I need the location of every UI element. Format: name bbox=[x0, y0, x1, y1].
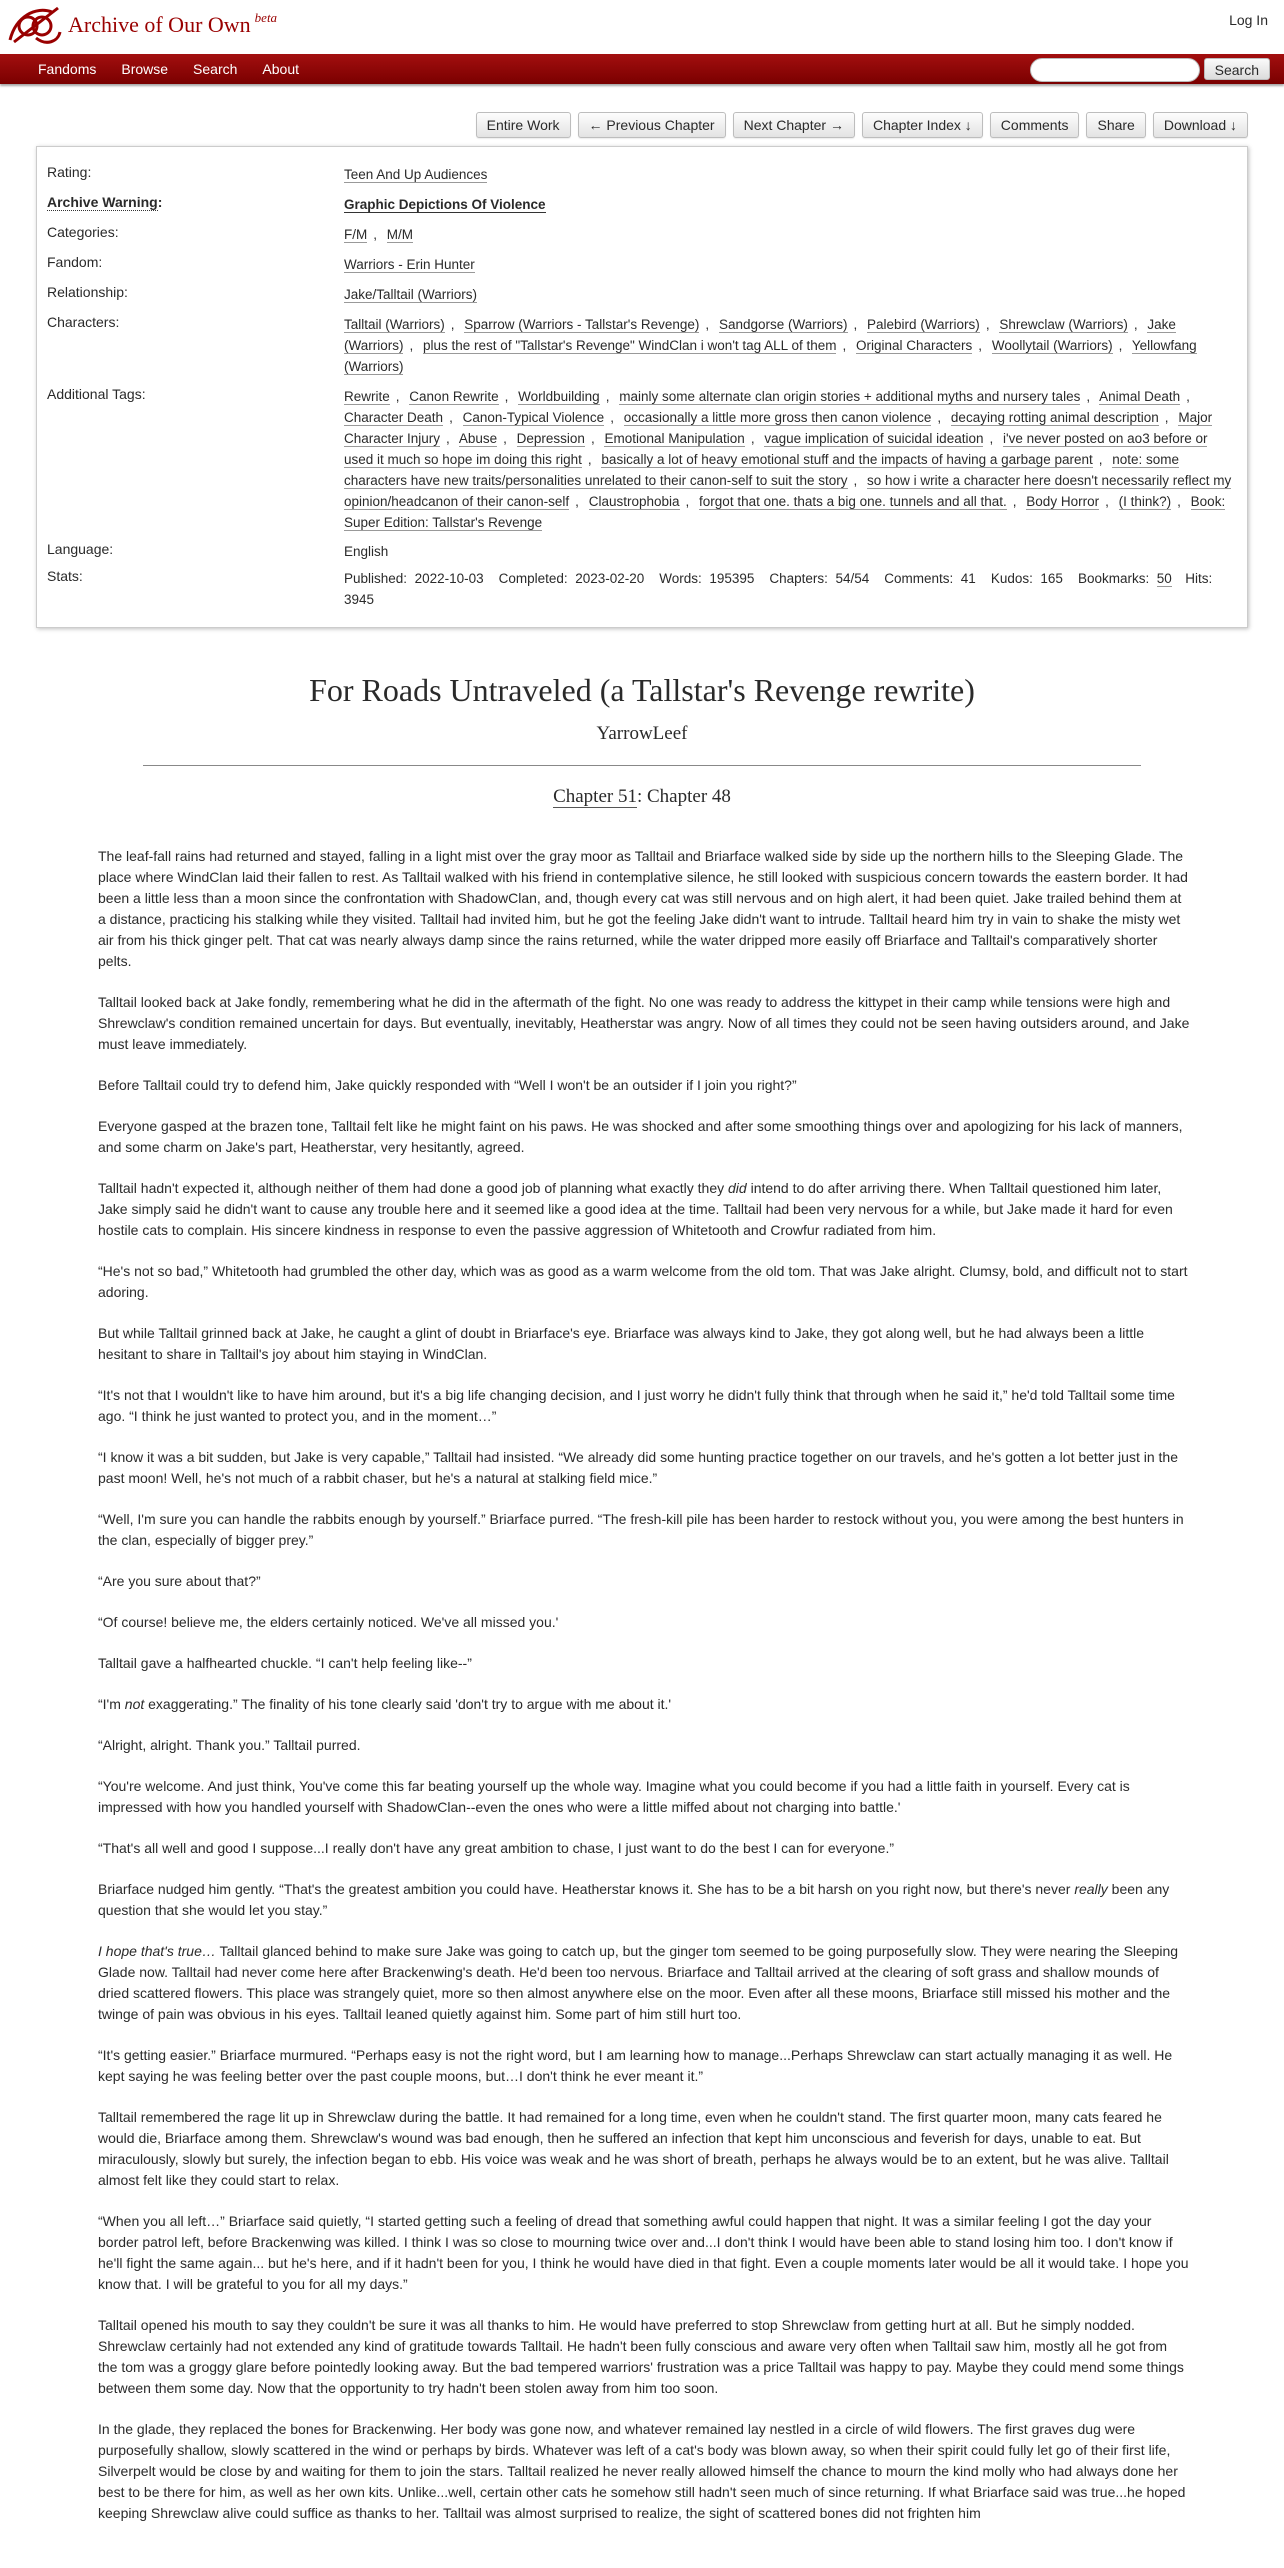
freeform-tag[interactable]: decaying rotting animal description bbox=[950, 410, 1159, 425]
freeform-tag[interactable]: forgot that one. thats a big one. tunnels and all that. bbox=[699, 494, 1007, 509]
ao3-logo-icon bbox=[6, 2, 64, 48]
comments-button[interactable]: Comments bbox=[990, 112, 1080, 138]
kudos-value: 165 bbox=[1040, 571, 1063, 586]
character-tag[interactable]: Shrewclaw (Warriors) bbox=[999, 317, 1128, 332]
tag-separator: , bbox=[853, 473, 858, 488]
tag-separator: , bbox=[504, 389, 509, 404]
relationship-label: Relationship: bbox=[47, 284, 128, 300]
search-input[interactable] bbox=[1030, 58, 1200, 82]
tag-separator: , bbox=[590, 431, 595, 446]
story-paragraph: “It's not that I wouldn't like to have him around, but it's a big life changing decision, and I just worry he didn't fully think that through when he said it,” he'd told Talltail some time ago. “I think he just wanted to protect you, and in the moment…” bbox=[98, 1387, 1175, 1424]
character-tag[interactable]: Woollytail (Warriors) bbox=[991, 338, 1113, 353]
story-paragraph: But while Talltail grinned back at Jake, he caught a glint of doubt in Briarface's eye. Briarface was always kind to Jake, they got along well, but he had always been a little hesitant to share in Talltail's joy about him staying in WindClan. bbox=[98, 1325, 1145, 1362]
words-label: Words: bbox=[659, 571, 702, 586]
story-paragraph: “It's getting easier.” Briarface murmured. “Perhaps easy is not the right word, but I am learning how to manage...Perhaps Shrewclaw can start actually managing it as well. He kept saying he was feeling better over the past couple moons, but…I don't think he ever meant it.” bbox=[98, 2047, 1173, 2084]
tag-separator: , bbox=[610, 410, 614, 425]
relationship-tag[interactable]: Jake/Talltail (Warriors) bbox=[344, 287, 478, 302]
nav-about[interactable]: About bbox=[262, 61, 299, 77]
tag-separator: , bbox=[1105, 494, 1109, 509]
categories-label: Categories: bbox=[47, 224, 119, 240]
freeform-tag[interactable]: basically a lot of heavy emotional stuff and the impacts of having a garbage parent bbox=[601, 452, 1093, 467]
story-paragraph: “When you all left…” Briarface said quietly, “I started getting such a feeling of dread that something awful could happen that night. It was a similar feeling I got the day your border patrol left, before Brackenwing was killed. I think I was so close to mourning twice over and...I don't think I would have been able to stand losing him too. I don't know if he'll fight the same again... but he's here, and if it hadn't been for you, I think he would have died in that fight. Even a couple moments later would be all it would take. I hope you know that. I will be grateful to you for all my days.” bbox=[98, 2213, 1189, 2292]
freeform-tag[interactable]: vague implication of suicidal ideation bbox=[764, 431, 984, 446]
site-title[interactable]: Archive of Our Own bbox=[68, 12, 251, 37]
freeform-tag[interactable]: Major Character Injury bbox=[344, 410, 1213, 446]
warning-label-colon: : bbox=[157, 194, 163, 210]
kudos-label: Kudos: bbox=[990, 571, 1033, 586]
warning-label bbox=[47, 194, 162, 210]
freeform-tag[interactable]: note: some characters have new traits/personalities unrelated to their canon-self to suit the story bbox=[344, 452, 1180, 488]
primary-nav bbox=[0, 54, 1284, 84]
story-paragraph: “I know it was a bit sudden, but Jake is very capable,” Talltail had insisted. “We already did some hunting practice together on our travels, and he's gotten a lot better just in the past moon! Well, he's not much of a rabbit chaser, but he's a natural at stalking field mice.” bbox=[98, 1449, 1178, 1486]
freeform-tag[interactable]: Canon-Typical Violence bbox=[462, 410, 605, 425]
freeform-tag[interactable]: Claustrophobia bbox=[588, 494, 680, 509]
next-chapter-button[interactable]: Next Chapter → bbox=[733, 112, 855, 138]
tag-separator: , bbox=[853, 317, 858, 332]
tag-separator: , bbox=[705, 317, 710, 332]
rating-label: Rating: bbox=[47, 164, 92, 180]
tag-separator: , bbox=[1177, 494, 1181, 509]
story-paragraph: “Of course! believe me, the elders certainly noticed. We've all missed you.' bbox=[98, 1614, 559, 1630]
work-author bbox=[0, 723, 1284, 745]
completed-value: 2023-02-20 bbox=[575, 571, 645, 586]
freeform-tag[interactable]: Worldbuilding bbox=[518, 389, 600, 404]
additional-tags-list bbox=[344, 386, 1232, 533]
language-label: Language: bbox=[47, 541, 114, 557]
story-paragraph: Talltail opened his mouth to say they couldn't be sure it was all thanks to him. He would have preferred to stop Shrewclaw from getting hurt at all. But he simply nodded. Shrewclaw certainly had not extended any kind of gratitude towards Talltail. He hadn't been fully conscious and aware very often when Talltail saw him, mostly all he got from the tom was a groggy glare before pointedly looking away. But the bad tempered warriors' frustration was a price Talltail was happy to pay. Maybe they could mend some things between them some day. Now that the opportunity to try hadn't been stolen away from him too soon. bbox=[98, 2317, 1184, 2396]
comments-value: 41 bbox=[960, 571, 976, 586]
tag-separator: , bbox=[450, 317, 455, 332]
tag-separator: , bbox=[1133, 317, 1138, 332]
characters-list bbox=[344, 314, 1232, 377]
tag-separator: , bbox=[685, 494, 690, 509]
freeform-tag[interactable]: occasionally a little more gross then canon violence bbox=[623, 410, 932, 425]
work-title: For Roads Untraveled (a Tallstar's Revenge rewrite) bbox=[309, 672, 975, 708]
freeform-tag[interactable]: Depression bbox=[516, 431, 585, 446]
tag-separator: , bbox=[449, 410, 453, 425]
nav-search[interactable]: Search bbox=[193, 61, 238, 77]
beta-label: beta bbox=[254, 10, 278, 25]
story-paragraph: Briarface nudged him gently. “That's the greatest ambition you could have. Heatherstar knows it. She has to be a bit harsh on you right now, but there's never really been any question that she would let you stay.” bbox=[98, 1881, 1170, 1918]
fandom-tag[interactable]: Warriors - Erin Hunter bbox=[344, 257, 475, 272]
words-value: 195395 bbox=[709, 571, 755, 586]
tag-separator: , bbox=[1164, 410, 1169, 425]
story-paragraph: The leaf-fall rains had returned and stayed, falling in a light mist over the gray moor as Talltail and Briarface walked side by side up the northern hills to the Sleeping Glade. The place where WindClan laid their fallen to rest. As Talltail walked with his friend in contemplative silence, he still looked with suspicious concern towards the eastern border. It had been a little less than a moon since the confrontation with ShadowClan, and, though every cat was still nervous and on high alert, it had been quiet. Jake trailed behind them at a distance, practicing his stalking while they visited. Talltail had invited him, but he got the feeling Jake didn't want to intrude. Talltail heard him try in vain to shake the misty wet air from his thick ginger pelt. That cat was nearly always damp since the rains returned, while the water dripped more easily off Briarface and Talltail's comparatively shorter pelts. bbox=[98, 848, 1188, 969]
story-paragraph: “Well, I'm sure you can handle the rabbits enough by yourself.” Briarface purred. “The fresh-kill pile has been harder to restock without you, you were among the best hunters in the clan, especially of bigger prey.” bbox=[98, 1511, 1184, 1548]
login-link[interactable]: Log In bbox=[1229, 12, 1268, 28]
tag-separator: , bbox=[842, 338, 847, 353]
character-tag[interactable]: Jake (Warriors) bbox=[344, 317, 1176, 353]
nav-browse[interactable]: Browse bbox=[121, 61, 169, 77]
story-paragraph: Everyone gasped at the brazen tone, Talltail felt like he might faint on his paws. He was shocked and after some smoothing things over and apologizing for his lack of manners, and some charm on Jake's part, Heatherstar, very hesitantly, agreed. bbox=[98, 1118, 1183, 1155]
story-paragraph: “I'm not exaggerating.” The finality of his tone clearly said 'don't try to argue with me about it.' bbox=[98, 1696, 672, 1712]
chapter-heading bbox=[0, 786, 1284, 808]
fandom-label: Fandom: bbox=[47, 254, 103, 270]
chapter-index-button[interactable]: Chapter Index ↓ bbox=[862, 112, 983, 138]
author-link[interactable]: YarrowLeef bbox=[596, 723, 688, 744]
story-paragraph: Before Talltail could try to defend him, Jake quickly responded with “Well I won't be an outsider if I join you right?” bbox=[98, 1077, 797, 1093]
tag-separator: , bbox=[395, 389, 400, 404]
freeform-tag[interactable]: so how i write a character here doesn't necessarily reflect my opinion/headcanon of their canon-self bbox=[344, 473, 1232, 509]
story-paragraph: “Alright, alright. Thank you.” Talltail purred. bbox=[98, 1737, 361, 1753]
category-tag[interactable]: F/M bbox=[344, 227, 368, 242]
character-tag[interactable]: Sparrow (Warriors - Tallstar's Revenge) bbox=[464, 317, 700, 332]
language-value: English bbox=[344, 544, 389, 559]
share-button[interactable]: Share bbox=[1086, 112, 1145, 138]
entire-work-button[interactable]: Entire Work bbox=[476, 112, 571, 138]
tag-separator: , bbox=[937, 410, 942, 425]
warning-label-text[interactable]: Archive Warning bbox=[47, 194, 158, 210]
chapters-label: Chapters: bbox=[769, 571, 828, 586]
freeform-tag[interactable]: Character Death bbox=[344, 410, 444, 425]
tag-separator: , bbox=[1118, 338, 1123, 353]
warning-tag[interactable]: Graphic Depictions Of Violence bbox=[344, 197, 546, 212]
tag-separator: , bbox=[1098, 452, 1103, 467]
tag-separator: , bbox=[978, 338, 983, 353]
tag-separator: , bbox=[1012, 494, 1017, 509]
previous-chapter-button[interactable]: ← Previous Chapter bbox=[578, 112, 726, 138]
freeform-tag[interactable]: Rewrite bbox=[344, 389, 390, 404]
chapter-link[interactable]: Chapter 51 bbox=[553, 786, 637, 807]
story-paragraph: “Are you sure about that?” bbox=[98, 1573, 261, 1589]
tag-separator: , bbox=[587, 452, 592, 467]
category-tag[interactable]: M/M bbox=[386, 227, 414, 242]
tag-separator: , bbox=[985, 317, 990, 332]
work-meta: Rating: Teen And Up Audiences Archive Warning: Graphic Depictions Of Violence Categories: F/M , M/M Fandom: Warriors - Erin Hunter Relationship: Jake/Talltail (Warriors) Characters: Talltail (Warriors) , Sparrow (Warriors - Tallstar's Revenge) , Sandgorse (Warriors) , Palebird (Warriors) , Shrewclaw (Warriors) , Jake (Warriors) , plus the rest of "Tallstar's Revenge" WindClan i won't tag ALL of them , Original Characters , Woollytail (Warriors) , Yellowfang (Warriors) Additional Tags: Rewrite , Canon Rewrite , Worldbuilding , mainly some alternate clan origin stories + additional myths and nursery tales , Animal Death , Character Death , Canon-Typical Violence , occasionally a little more gross then canon violence , decaying rotting animal description , Major Character Injury , Abuse , Depression , Emotional Manipulation , vague implication of suicidal ideation , i've never posted on ao3 before or used it much so hope im doing this right , basically a lot of heavy emotional stuff and the impacts of having a garbage parent , note: some characters have new traits/personalities unrelated to their canon-self to suit the story , so how i write a character here doesn't necessarily reflect my opinion/headcanon of their canon-self , Claustrophobia , forgot that one. thats a big one. tunnels and all that. , Body Horror , (I think?) , Book: Super Edition: Tallstar's Revenge Language: English Stats: Published: 2022-10-03 Completed: 2023-02-20 Words: 195395 Chapters: 54/54 Comments: 41 Kudos: 165 Bookmarks: 50 Hits: 3945 bbox=[36, 146, 1248, 628]
work-navigation bbox=[476, 112, 1248, 138]
story-paragraph: Talltail hadn't expected it, although neither of them had done a good job of planning what exactly they did intend to do after arriving there. When Talltail questioned him later, Jake simply said he didn't want to cause any trouble here and it seemed like a good idea at the time. Talltail had been very nervous for a while, but Jake made it hard for even hostile cats to complain. His sincere kindness in response to even the passive aggression of Whitetooth and Crowfur radiated from him. bbox=[98, 1180, 1173, 1238]
story-paragraph: “You're welcome. And just think, You've come this far beating yourself up the whole way. Imagine what you could become if you had a little faith in yourself. Every cat is impressed with how you handled yourself with ShadowClan--even the ones who were a little miffed about not charging into battle.' bbox=[98, 1778, 1130, 1815]
additional-tags-label: Additional Tags: bbox=[47, 386, 146, 402]
story-paragraph: Talltail looked back at Jake fondly, remembering what he did in the aftermath of the fight. No one was ready to address the kittypet in their camp while tensions were high and Shrewclaw's condition remained uncertain for days. But eventually, inevitably, Heatherstar was angry. Now of all times they could not be seen having outsiders around, and Jake must leave immediately. bbox=[98, 994, 1190, 1052]
title-divider bbox=[143, 765, 1141, 766]
freeform-tag[interactable]: Emotional Manipulation bbox=[604, 431, 745, 446]
character-tag[interactable]: Talltail (Warriors) bbox=[344, 317, 445, 332]
bookmarks-link[interactable]: 50 bbox=[1156, 571, 1172, 586]
character-tag[interactable]: plus the rest of "Tallstar's Revenge" WindClan i won't tag ALL of them bbox=[423, 338, 837, 353]
tag-separator: , bbox=[605, 389, 610, 404]
character-tag[interactable]: Palebird (Warriors) bbox=[867, 317, 980, 332]
character-tag[interactable]: Sandgorse (Warriors) bbox=[718, 317, 848, 332]
comments-label: Comments: bbox=[884, 571, 954, 586]
hits-label: Hits: bbox=[1185, 571, 1213, 586]
story-paragraph: Talltail gave a halfhearted chuckle. “I can't help feeling like--” bbox=[98, 1655, 472, 1671]
character-tag[interactable]: Original Characters bbox=[856, 338, 973, 353]
site-logo[interactable] bbox=[6, 2, 277, 48]
completed-label: Completed: bbox=[498, 571, 568, 586]
published-label: Published: bbox=[344, 571, 408, 586]
story-paragraph: Talltail remembered the rage lit up in Shrewclaw during the battle. It had remained for a long time, even when he couldn't stand. The first quarter moon, many cats feared he would die, Briarface among them. Shrewclaw's wound was bad enough, then he suffered an infection that kept him unconscious and feverish for days, unable to eat. But miraculously, slowly but surely, the infection began to ebb. His voice was weak and he was short of breath, perhaps he always would be to an extent, but he was alive. Talltail almost felt like they could start to relax. bbox=[98, 2109, 1169, 2188]
stats-label: Stats: bbox=[47, 568, 83, 584]
freeform-tag[interactable]: i've never posted on ao3 before or used it much so hope im doing this right bbox=[344, 431, 1208, 467]
freeform-tag[interactable]: Animal Death bbox=[1099, 389, 1181, 404]
freeform-tag[interactable]: Abuse bbox=[458, 431, 498, 446]
tag-separator: , bbox=[750, 431, 755, 446]
hits-value: 3945 bbox=[344, 592, 375, 607]
tag-separator: , bbox=[1186, 389, 1190, 404]
freeform-tag[interactable]: Canon Rewrite bbox=[409, 389, 499, 404]
character-tag[interactable]: Yellowfang (Warriors) bbox=[344, 338, 1197, 374]
chapter-title: : Chapter 48 bbox=[636, 786, 731, 807]
published-value: 2022-10-03 bbox=[414, 571, 484, 586]
freeform-tag[interactable]: Book: Super Edition: Tallstar's Revenge bbox=[344, 494, 1226, 530]
download-button[interactable]: Download ↓ bbox=[1153, 112, 1248, 138]
nav-fandoms[interactable]: Fandoms bbox=[38, 61, 97, 77]
tag-separator: , bbox=[409, 338, 414, 353]
rating-tag[interactable]: Teen And Up Audiences bbox=[344, 167, 488, 182]
freeform-tag[interactable]: mainly some alternate clan origin stories + additional myths and nursery tales bbox=[619, 389, 1081, 404]
story-paragraph: In the glade, they replaced the bones for Brackenwing. Her body was gone now, and whatever remained lay nestled in a circle of wild flowers. The first graves dug were purposefully shallow, slowly scattered in the wind or perhaps by birds. Whatever was left of a cat's body was blown away, so when their spirit could fully let go of their first life, Silverpelt would be close by and waiting for them to join the stars. Talltail realized he never really allowed himself the chance to mourn the kind molly who had always done her best to be there for him, as well as her own kits. Unlike...well, certain other cats he somehow still hadn't seen much of since returning. If what Briarface said was true...he hoped keeping Shrewclaw alive could suffice as thanks to her. Talltail was almost surprised to realize, the sight of scattered bones did not frighten him bbox=[98, 2421, 1186, 2521]
story-paragraph: I hope that's true… Talltail glanced behind to make sure Jake was going to catch up, but the ginger tom seemed to be going purposefully slow. They were nearing the Sleeping Glade now. Talltail had never come here after Brackenwing's death. He'd been too nervous. Briarface and Talltail arrived at the clearing of soft grass and shallow mounds of dried scattered flowers. This place was strangely quiet, more so then almost anywhere else on the moor. Even after all these moons, Briarface still missed his mother and the twinge of pain was obvious in his eyes. Talltail leaned quietly against him. Some part of him still hurt too. bbox=[98, 1943, 1179, 2022]
tag-separator: , bbox=[989, 431, 994, 446]
characters-label: Characters: bbox=[47, 314, 120, 330]
freeform-tag[interactable]: Body Horror bbox=[1026, 494, 1100, 509]
site-header bbox=[0, 0, 1284, 54]
story-paragraph: “That's all well and good I suppose...I really don't have any great ambition to chase, I just want to do the best I can for everyone.” bbox=[98, 1840, 895, 1856]
story-paragraph: “He's not so bad,” Whitetooth had grumbled the other day, which was as good as a warm welcome from the old tom. That was Jake alright. Clumsy, bold, and difficult not to start adoring. bbox=[98, 1263, 1188, 1300]
tag-separator: , bbox=[446, 431, 450, 446]
freeform-tag[interactable]: (I think?) bbox=[1118, 494, 1172, 509]
tag-separator: , bbox=[1086, 389, 1091, 404]
search-button[interactable]: Search bbox=[1204, 58, 1270, 80]
stats-values bbox=[344, 568, 1232, 610]
bookmarks-label: Bookmarks: bbox=[1077, 571, 1150, 586]
tag-separator: , bbox=[503, 431, 507, 446]
chapters-value: 54/54 bbox=[835, 571, 870, 586]
tag-separator: , bbox=[575, 494, 579, 509]
chapter-text bbox=[98, 846, 1190, 2544]
